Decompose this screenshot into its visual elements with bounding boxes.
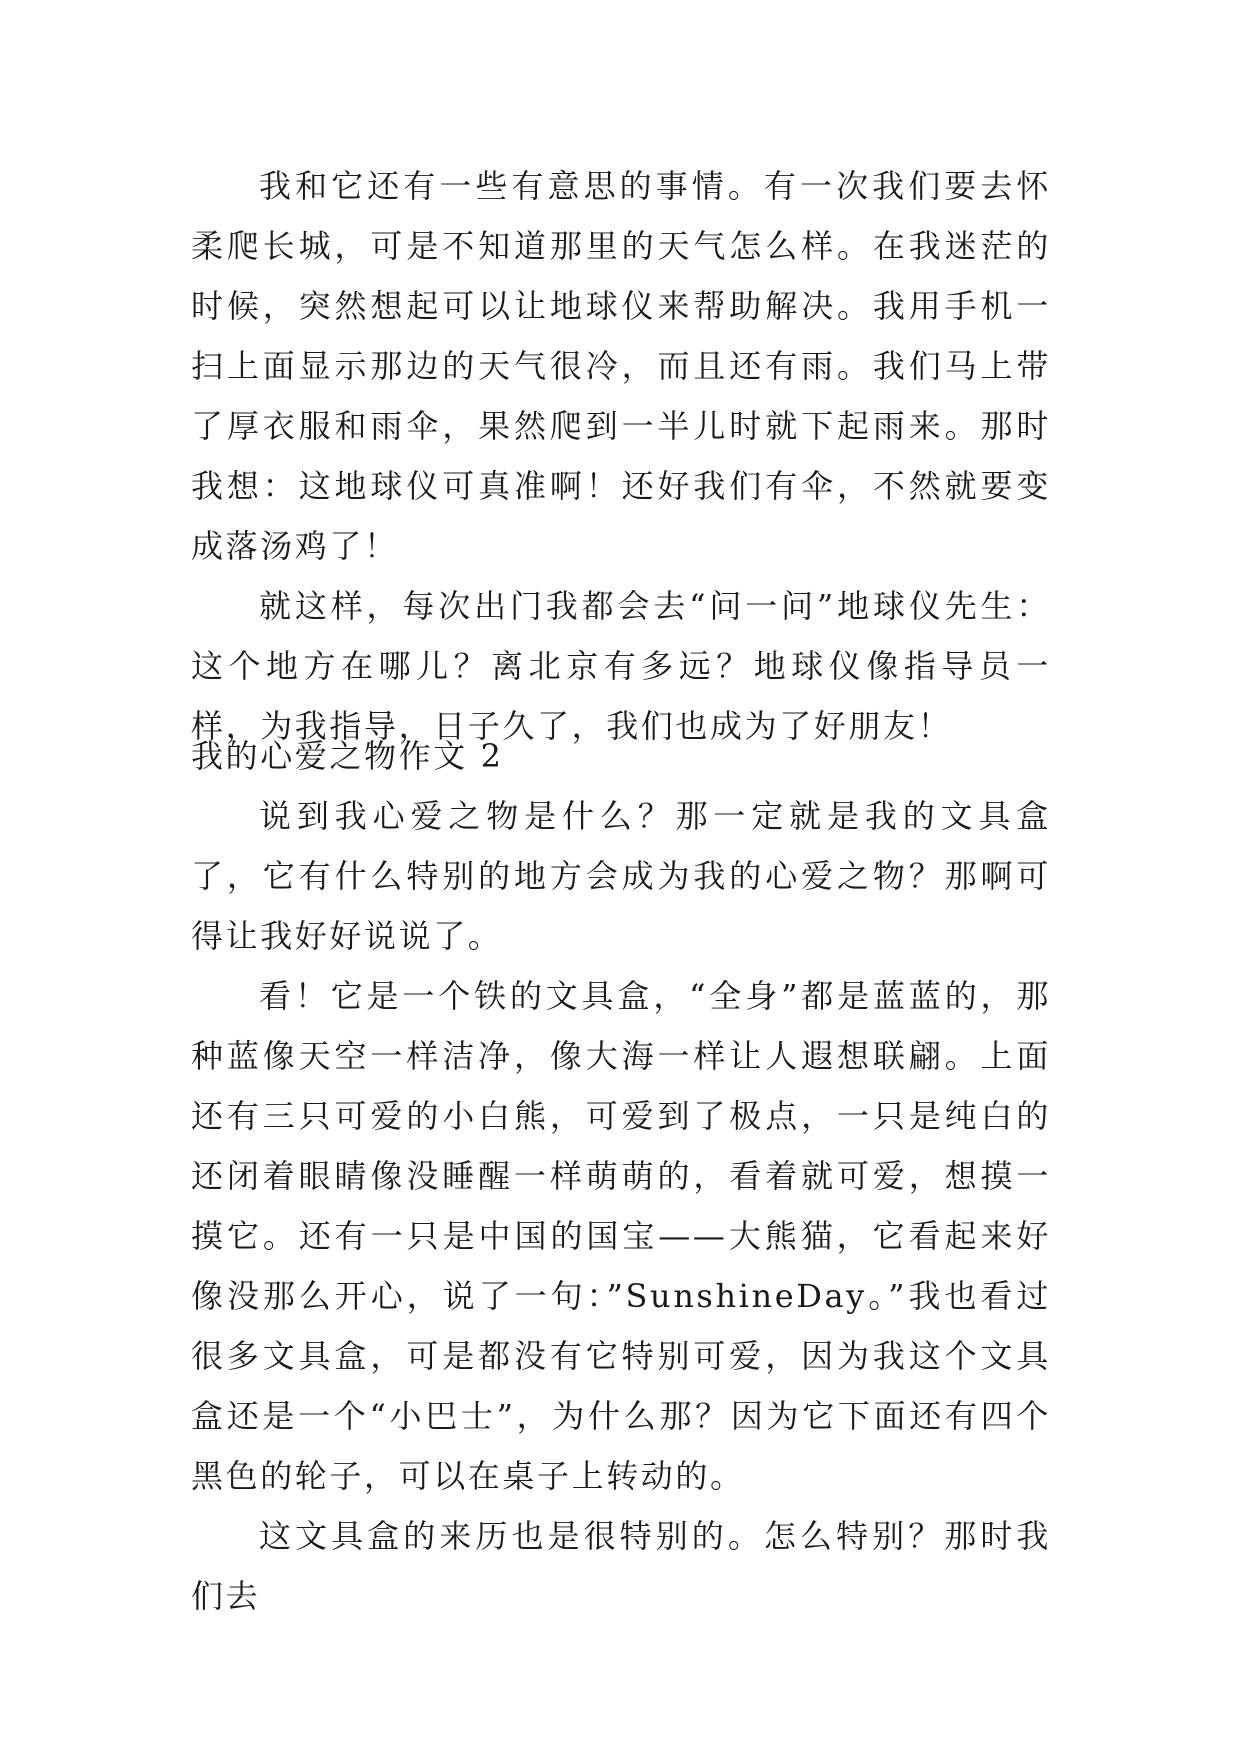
paragraph-pencil-case-origin: 这文具盒的来历也是很特别的。怎么特别？那时我们去 (191, 1517, 1051, 1615)
essay-title: 我的心爱之物作文 2 (191, 737, 504, 775)
essay-section-1 (191, 156, 1051, 756)
paragraph-globe-friend: 就这样，每次出门我都会去“问一问”地球仪先生：这个地方在哪儿？离北京有多远？地球仪像指导员一样，为我指导，日子久了，我们也成为了好朋友！ (191, 587, 1051, 745)
paragraph-pencil-case-description: 看！它是一个铁的文具盒，“全身”都是蓝蓝的，那种蓝像天空一样洁净，像大海一样让人遐想联翩。上面还有三只可爱的小白熊，可爱到了极点，一只是纯白的还闭着眼睛像没睡醒一样萌萌的，看着就可爱，想摸一摸它。还有一只是中国的国宝——大熊猫，它看起来好像没那么开心，说了一句：”SunshineDay。”我也看过很多文具盒，可是都没有它特别可爱，因为我这个文具盒还是一个“小巴士”，为什么那？因为它下面还有四个黑色的轮子，可以在桌子上转动的。 (191, 977, 1051, 1495)
essay-section-2 (191, 726, 1051, 1626)
paragraph-weather-story: 我和它还有一些有意思的事情。有一次我们要去怀柔爬长城，可是不知道那里的天气怎么样。在我迷茫的时候，突然想起可以让地球仪来帮助解决。我用手机一扫上面显示那边的天气很冷，而且还有雨。我们马上带了厚衣服和雨伞，果然爬到一半儿时就下起雨来。那时我想：这地球仪可真准啊！还好我们有伞，不然就要变成落汤鸡了！ (191, 167, 1051, 565)
paragraph-intro-pencil-case: 说到我心爱之物是什么？那一定就是我的文具盒了，它有什么特别的地方会成为我的心爱之物？那啊可得让我好好说说了。 (191, 797, 1051, 955)
